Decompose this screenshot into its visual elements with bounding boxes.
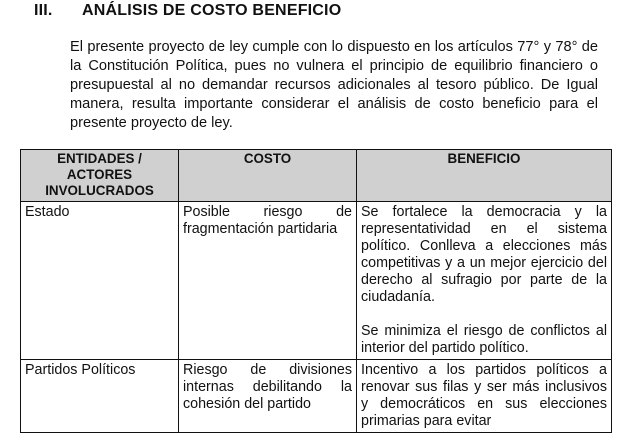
- header-entities: ENTIDADES / ACTORES INVOLUCRADOS: [21, 150, 179, 202]
- cost-text: Posible riesgo de fragmentación partidaria: [183, 204, 352, 237]
- row-entity: Estado: [21, 202, 179, 360]
- row-cost: [179, 360, 357, 433]
- table-row: [21, 360, 612, 433]
- benefit-text-2: Se minimiza el riesgo de conflictos al interior del partido político.: [361, 323, 607, 356]
- cost-benefit-table: [20, 149, 612, 433]
- cost-text: Riesgo de divisiones internas debilitando la cohesión del partido: [183, 362, 352, 412]
- section-number: III.: [34, 2, 53, 19]
- benefit-text: Incentivo a los partidos políticos a renovar sus filas y ser más inclusivos y democráticos en sus elecciones primarias para evitar: [361, 362, 607, 429]
- row-entity: Partidos Políticos: [21, 360, 179, 433]
- row-cost: [179, 202, 357, 360]
- table-row: [21, 202, 612, 360]
- header-benefit: BENEFICIO: [357, 150, 612, 202]
- intro-paragraph: El presente proyecto de ley cumple con lo dispuesto en los artículos 77° y 78° de la Constitución Política, pues no vulnera el principio de equilibrio financiero o presupuestal al no demandar recursos adicionales al tesoro público. De Igual manera, resulta importante considerar el análisis de costo beneficio para el presente proyecto de ley.: [70, 39, 598, 131]
- section-heading: [34, 2, 341, 20]
- row-benefit: [357, 360, 612, 433]
- header-cost: COSTO: [179, 150, 357, 202]
- benefit-text: Se fortalece la democracia y la representatividad en el sistema político. Conlleva a elecciones más competitivas y a un mejor ejercicio del derecho al sufragio por parte de la ciudadanía.: [361, 204, 607, 305]
- table-header-row: [21, 150, 612, 202]
- row-benefit: [357, 202, 612, 360]
- section-title: ANÁLISIS DE COSTO BENEFICIO: [82, 2, 342, 19]
